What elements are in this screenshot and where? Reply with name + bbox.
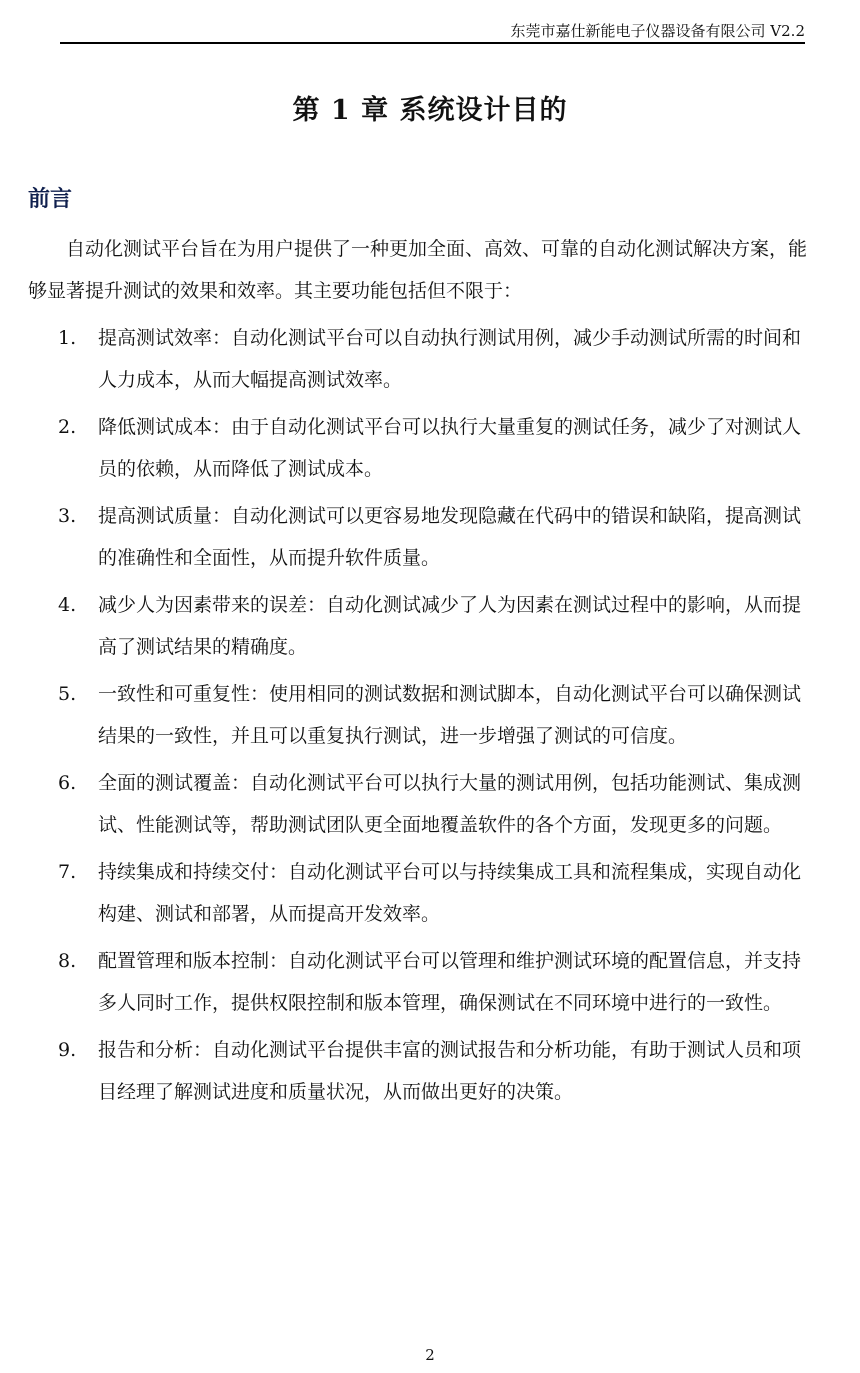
page-header: [60, 18, 805, 44]
list-item: [28, 673, 813, 757]
feature-list: [28, 317, 813, 1113]
list-item-number: 8.: [58, 950, 77, 972]
list-item-text: 全面的测试覆盖：自动化测试平台可以执行大量的测试用例，包括功能测试、集成测试、性能测试等，帮助测试团队更全面地覆盖软件的各个方面，发现更多的问题。: [98, 772, 802, 836]
list-item-text: 提高测试质量：自动化测试可以更容易地发现隐藏在代码中的错误和缺陷，提高测试的准确性和全面性，从而提升软件质量。: [98, 505, 802, 569]
page-number: 2: [425, 1346, 435, 1364]
list-item-text: 降低测试成本：由于自动化测试平台可以执行大量重复的测试任务，减少了对测试人员的依赖，从而降低了测试成本。: [98, 416, 802, 480]
list-item: [28, 495, 813, 579]
intro-paragraph: 自动化测试平台旨在为用户提供了一种更加全面、高效、可靠的自动化测试解决方案，能够显著提升测试的效果和效率。其主要功能包括但不限于：: [28, 238, 808, 302]
list-item: [28, 762, 813, 846]
list-item-number: 3.: [58, 505, 77, 527]
list-item-text: 持续集成和持续交付：自动化测试平台可以与持续集成工具和流程集成，实现自动化构建、测试和部署，从而提高开发效率。: [98, 861, 802, 925]
document-body: [28, 228, 813, 1113]
list-item: [28, 317, 813, 401]
header-company-version: 东莞市嘉仕新能电子仪器设备有限公司 V2.2: [510, 22, 805, 40]
list-item-number: 7.: [58, 861, 77, 883]
list-item-number: 9.: [58, 1039, 77, 1061]
list-item: [28, 851, 813, 935]
section-heading: 前言: [28, 186, 73, 212]
list-item-number: 5.: [58, 683, 77, 705]
chapter-title: 第 1 章 系统设计目的: [292, 95, 568, 126]
list-item: [28, 406, 813, 490]
list-item-number: 1.: [58, 327, 77, 349]
list-item: [28, 940, 813, 1024]
list-item-text: 减少人为因素带来的误差：自动化测试减少了人为因素在测试过程中的影响，从而提高了测试结果的精确度。: [98, 594, 802, 658]
list-item-number: 6.: [58, 772, 77, 794]
list-item: [28, 584, 813, 668]
list-item-number: 2.: [58, 416, 77, 438]
list-item-text: 一致性和可重复性：使用相同的测试数据和测试脚本，自动化测试平台可以确保测试结果的一致性，并且可以重复执行测试，进一步增强了测试的可信度。: [98, 683, 802, 747]
list-item-number: 4.: [58, 594, 77, 616]
list-item: [28, 1029, 813, 1113]
list-item-text: 报告和分析：自动化测试平台提供丰富的测试报告和分析功能，有助于测试人员和项目经理了解测试进度和质量状况，从而做出更好的决策。: [98, 1039, 802, 1103]
list-item-text: 配置管理和版本控制：自动化测试平台可以管理和维护测试环境的配置信息，并支持多人同时工作，提供权限控制和版本管理，确保测试在不同环境中进行的一致性。: [98, 950, 802, 1014]
list-item-text: 提高测试效率：自动化测试平台可以自动执行测试用例，减少手动测试所需的时间和人力成本，从而大幅提高测试效率。: [98, 327, 802, 391]
